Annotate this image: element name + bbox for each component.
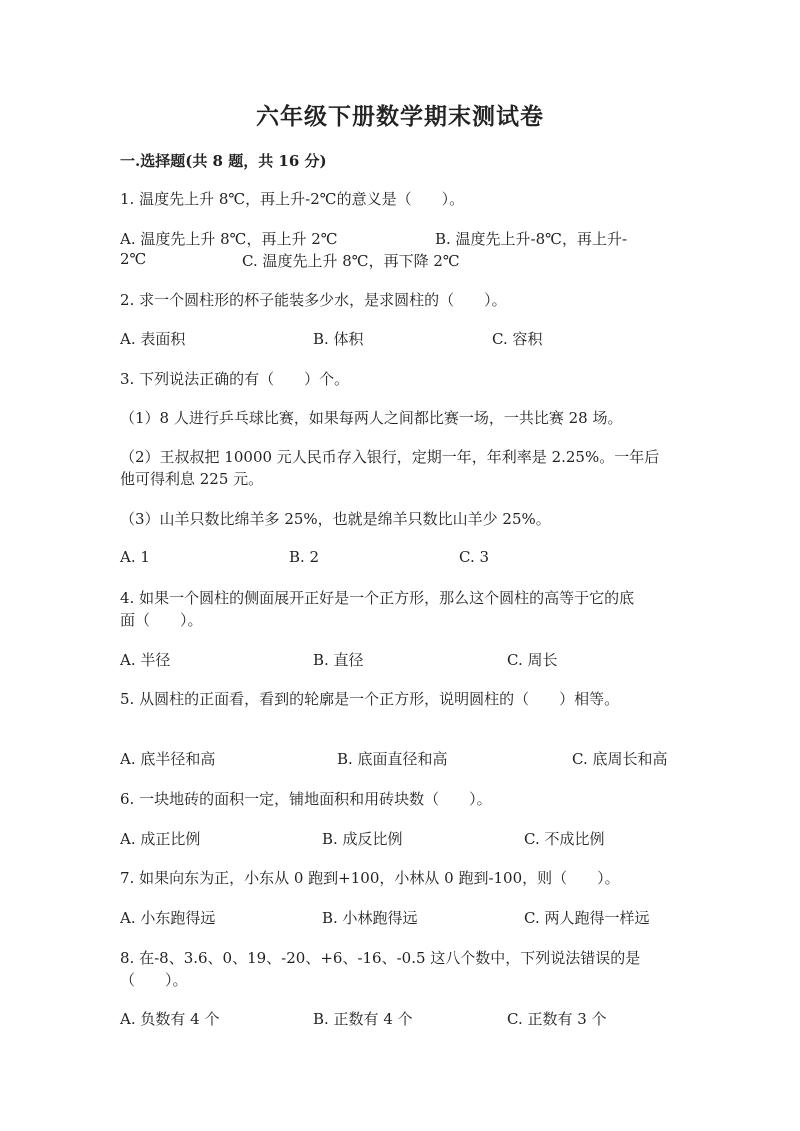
question-5-option-a: A. 底半径和高 bbox=[120, 750, 216, 768]
question-3-statement-2-cont: 他可得利息 225 元。 bbox=[120, 470, 264, 488]
question-7-option-a: A. 小东跑得远 bbox=[120, 909, 216, 927]
section-heading: 一.选择题(共 8 题，共 16 分) bbox=[120, 152, 327, 170]
question-4-stem: 4. 如果一个圆柱的侧面展开正好是一个正方形，那么这个圆柱的高等于它的底 bbox=[120, 589, 635, 607]
question-1-option-a: A. 温度先上升 8℃，再上升 2℃ bbox=[120, 230, 338, 248]
question-2-stem: 2. 求一个圆柱形的杯子能装多少水，是求圆柱的（ ）。 bbox=[120, 291, 507, 309]
question-7-option-b: B. 小林跑得远 bbox=[322, 909, 418, 927]
question-6-option-a: A. 成正比例 bbox=[120, 830, 201, 848]
question-6-option-b: B. 成反比例 bbox=[322, 830, 403, 848]
question-5-option-c: C. 底周长和高 bbox=[572, 750, 668, 768]
question-1-stem: 1. 温度先上升 8℃，再上升-2℃的意义是（ ）。 bbox=[120, 190, 465, 208]
question-3-statement-2: （2）王叔叔把 10000 元人民币存入银行，定期一年，年利率是 2.25%。一年后 bbox=[120, 448, 660, 466]
question-8-option-c: C. 正数有 3 个 bbox=[507, 1010, 607, 1028]
question-1-option-b-cont: 2℃ bbox=[120, 250, 147, 268]
page-title: 六年级下册数学期末测试卷 bbox=[256, 103, 544, 130]
question-3-option-b: B. 2 bbox=[289, 548, 320, 566]
question-3-statement-1: （1）8 人进行乒乓球比赛，如果每两人之间都比赛一场，一共比赛 28 场。 bbox=[120, 409, 623, 427]
question-2-option-c: C. 容积 bbox=[492, 330, 543, 348]
question-2-option-b: B. 体积 bbox=[313, 330, 364, 348]
question-4-option-c: C. 周长 bbox=[507, 651, 558, 669]
question-8-stem: 8. 在-8、3.6、0、19、-20、+6、-16、-0.5 这八个数中，下列说法错误的是 bbox=[120, 949, 641, 967]
question-3-option-c: C. 3 bbox=[459, 548, 490, 566]
question-8-option-a: A. 负数有 4 个 bbox=[120, 1010, 220, 1028]
question-1-option-b: B. 温度先上升-8℃，再上升- bbox=[435, 230, 628, 248]
question-1-option-c: C. 温度先上升 8℃，再下降 2℃ bbox=[242, 252, 460, 270]
question-3-stem: 3. 下列说法正确的有（ ）个。 bbox=[120, 370, 350, 388]
question-2-option-a: A. 表面积 bbox=[120, 330, 186, 348]
question-5-option-b: B. 底面直径和高 bbox=[337, 750, 448, 768]
question-5-stem: 5. 从圆柱的正面看，看到的轮廓是一个正方形，说明圆柱的（ ）相等。 bbox=[120, 690, 620, 708]
question-4-option-b: B. 直径 bbox=[313, 651, 364, 669]
question-7-option-c: C. 两人跑得一样远 bbox=[524, 909, 650, 927]
question-8-option-b: B. 正数有 4 个 bbox=[313, 1010, 413, 1028]
question-3-option-a: A. 1 bbox=[120, 548, 150, 566]
question-6-stem: 6. 一块地砖的面积一定，铺地面积和用砖块数（ ）。 bbox=[120, 790, 492, 808]
question-3-statement-3: （3）山羊只数比绵羊多 25%，也就是绵羊只数比山羊少 25%。 bbox=[120, 510, 551, 528]
question-4-stem-cont: 面（ ）。 bbox=[120, 611, 203, 629]
question-6-option-c: C. 不成比例 bbox=[524, 830, 605, 848]
question-8-stem-cont: （ ）。 bbox=[120, 971, 188, 989]
question-4-option-a: A. 半径 bbox=[120, 651, 171, 669]
question-7-stem: 7. 如果向东为正，小东从 0 跑到+100，小林从 0 跑到-100，则（ ）。 bbox=[120, 869, 620, 887]
